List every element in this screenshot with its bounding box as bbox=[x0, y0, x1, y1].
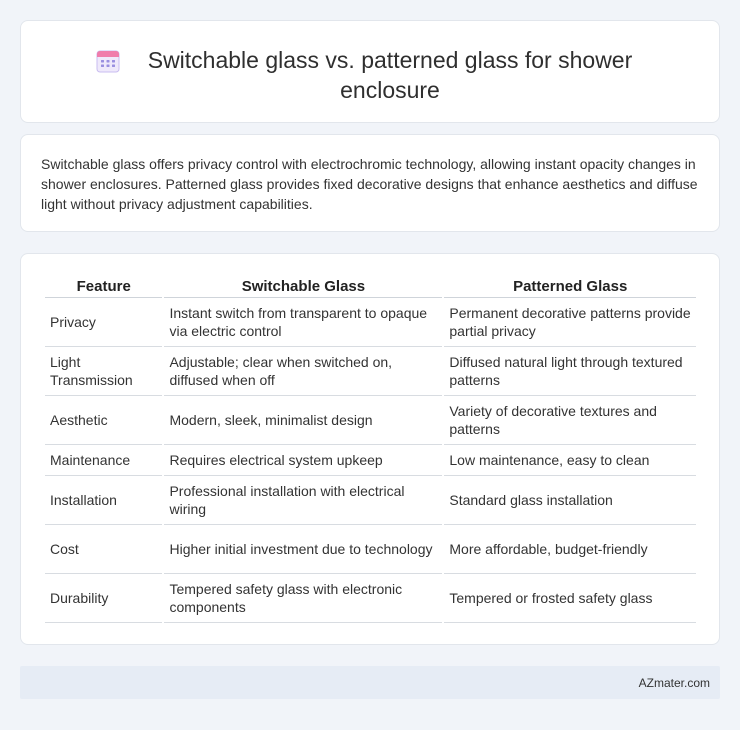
table-row bbox=[45, 476, 696, 525]
comparison-card bbox=[20, 253, 720, 645]
row-feature: Durability bbox=[45, 574, 162, 623]
row-patterned: Diffused natural light through textured patterns bbox=[444, 347, 696, 396]
row-patterned: Tempered or frosted safety glass bbox=[444, 574, 696, 623]
row-feature: Aesthetic bbox=[45, 396, 162, 445]
title-card bbox=[20, 20, 720, 123]
row-switchable: Higher initial investment due to technology bbox=[164, 525, 442, 574]
table-row bbox=[45, 525, 696, 574]
row-patterned: More affordable, budget-friendly bbox=[444, 525, 696, 574]
row-feature: Maintenance bbox=[45, 445, 162, 476]
row-switchable: Tempered safety glass with electronic components bbox=[164, 574, 442, 623]
summary-text: Switchable glass offers privacy control with electrochromic technology, allowing instant opacity changes in shower enclosures. Patterned glass provides fixed decorative designs that enhance aesthetics and diffuse light without privacy adjustment capabilities. bbox=[41, 156, 698, 212]
footer-bar bbox=[20, 666, 720, 699]
row-feature: Installation bbox=[45, 476, 162, 525]
comparison-table bbox=[43, 276, 698, 623]
header-switchable-glass: Switchable Glass bbox=[164, 276, 442, 298]
summary-card bbox=[20, 134, 720, 232]
row-patterned: Standard glass installation bbox=[444, 476, 696, 525]
row-switchable: Requires electrical system upkeep bbox=[164, 445, 442, 476]
row-switchable: Professional installation with electrical wiring bbox=[164, 476, 442, 525]
row-switchable: Instant switch from transparent to opaque via electric control bbox=[164, 298, 442, 347]
row-feature: Cost bbox=[45, 525, 162, 574]
row-patterned: Permanent decorative patterns provide partial privacy bbox=[444, 298, 696, 347]
table-row bbox=[45, 574, 696, 623]
page-title: Switchable glass vs. patterned glass for shower enclosure bbox=[147, 47, 633, 103]
row-feature: Privacy bbox=[45, 298, 162, 347]
header-patterned-glass: Patterned Glass bbox=[444, 276, 696, 298]
table-row bbox=[45, 347, 696, 396]
row-feature: Light Transmission bbox=[45, 347, 162, 396]
header-feature: Feature bbox=[45, 276, 162, 298]
table-row bbox=[45, 298, 696, 347]
row-patterned: Variety of decorative textures and patterns bbox=[444, 396, 696, 445]
row-patterned: Low maintenance, easy to clean bbox=[444, 445, 696, 476]
table-row bbox=[45, 396, 696, 445]
row-switchable: Adjustable; clear when switched on, diffused when off bbox=[164, 347, 442, 396]
table-header-row bbox=[45, 276, 696, 298]
footer-site-link[interactable]: AZmater.com bbox=[638, 676, 710, 690]
row-switchable: Modern, sleek, minimalist design bbox=[164, 396, 442, 445]
table-row bbox=[45, 445, 696, 476]
